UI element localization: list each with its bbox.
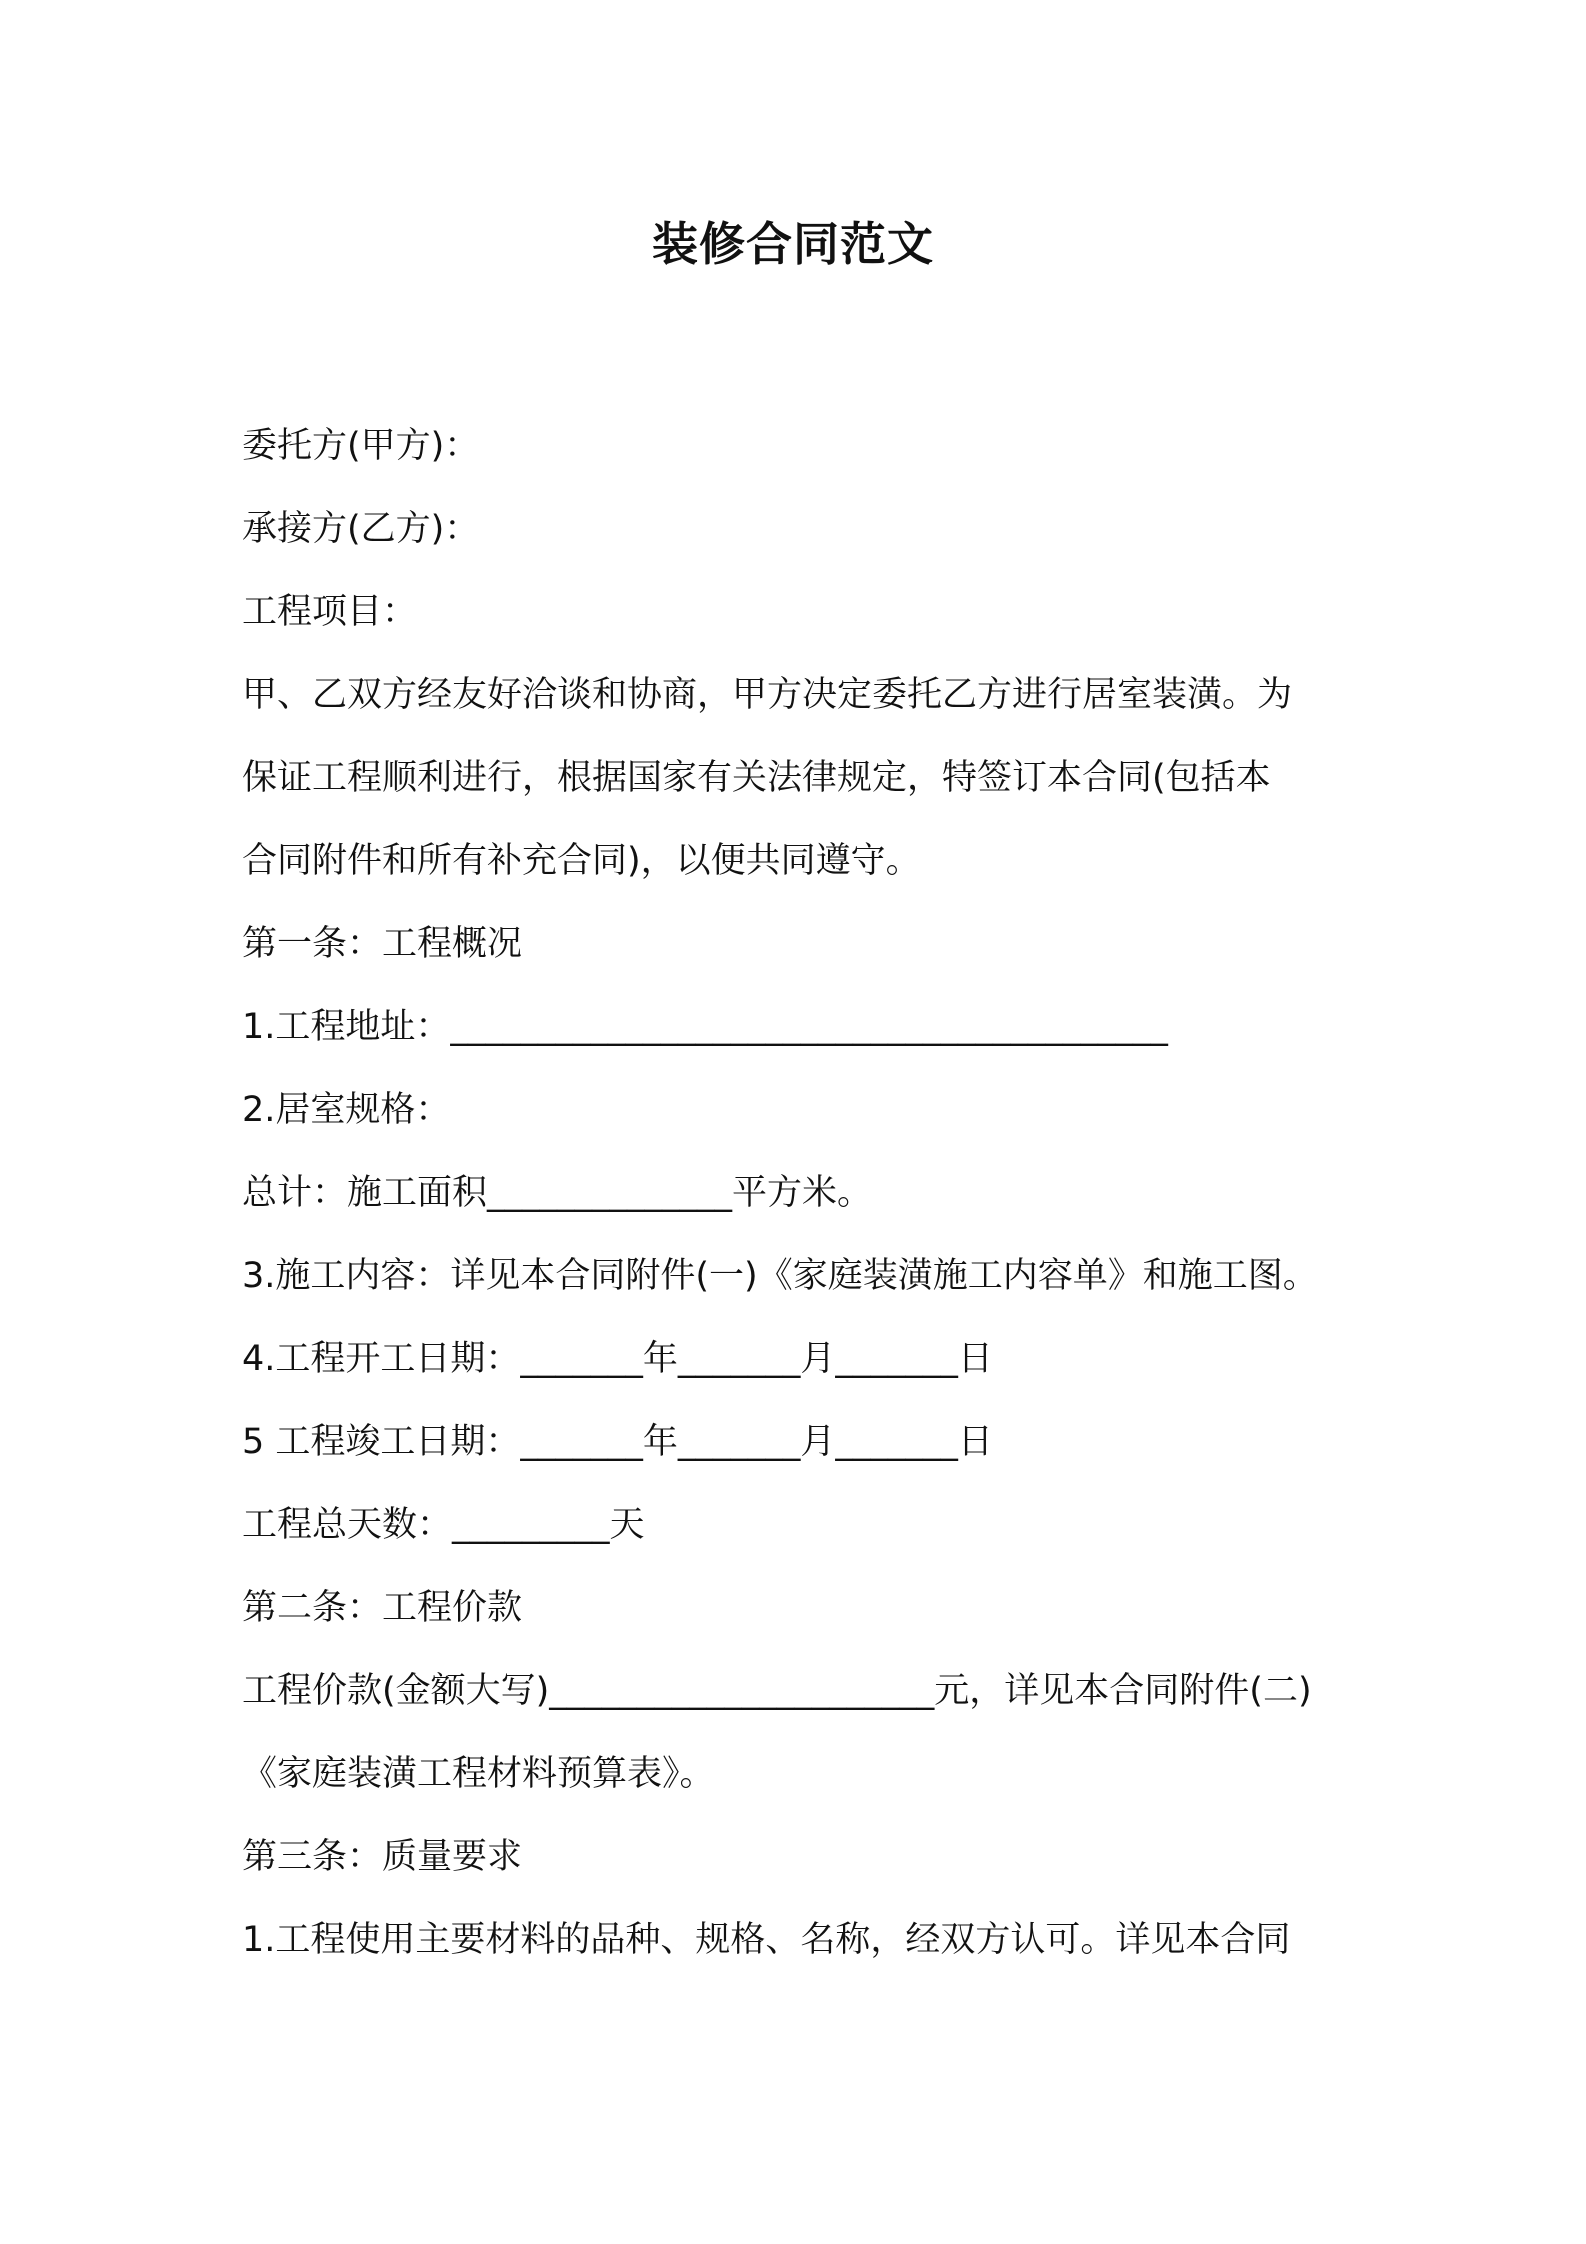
article-2-heading: 第二条：工程价款: [242, 1588, 523, 1628]
document-title: 装修合同范文: [652, 217, 934, 271]
article-3-heading: 第三条：质量要求: [242, 1837, 523, 1877]
project-address-line: 1.工程地址：_________________________________________: [242, 1007, 1168, 1047]
completion-date-line: 5 工程竣工日期：_______年_______月_______日: [242, 1422, 993, 1462]
party-a-line: 委托方(甲方)：: [242, 426, 480, 466]
materials-line: 1.工程使用主要材料的品种、规格、名称，经双方认可。详见本合同: [242, 1920, 1291, 1960]
construction-area-line: 总计：施工面积______________平方米。: [242, 1173, 873, 1213]
article-1-heading: 第一条：工程概况: [242, 924, 523, 964]
project-line: 工程项目：: [242, 592, 418, 632]
intro-paragraph-line-3: 合同附件和所有补充合同)，以便共同遵守。: [242, 841, 921, 881]
price-line-2: 《家庭装潢工程材料预算表》。: [242, 1754, 715, 1794]
start-date-line: 4.工程开工日期：_______年_______月_______日: [242, 1339, 993, 1379]
total-days-line: 工程总天数：_________天: [242, 1505, 645, 1545]
party-b-line: 承接方(乙方)：: [242, 509, 480, 549]
construction-content-line: 3.施工内容：详见本合同附件(一)《家庭装潢施工内容单》和施工图。: [242, 1256, 1318, 1296]
intro-paragraph-line-1: 甲、乙双方经友好洽谈和协商，甲方决定委托乙方进行居室装潢。为: [242, 675, 1293, 715]
price-line-1: 工程价款(金额大写)______________________元，详见本合同附件(二): [242, 1671, 1312, 1711]
intro-paragraph-line-2: 保证工程顺利进行，根据国家有关法律规定，特签订本合同(包括本: [242, 758, 1271, 798]
room-spec-line: 2.居室规格：: [242, 1090, 451, 1130]
document-body: [242, 405, 1372, 1982]
